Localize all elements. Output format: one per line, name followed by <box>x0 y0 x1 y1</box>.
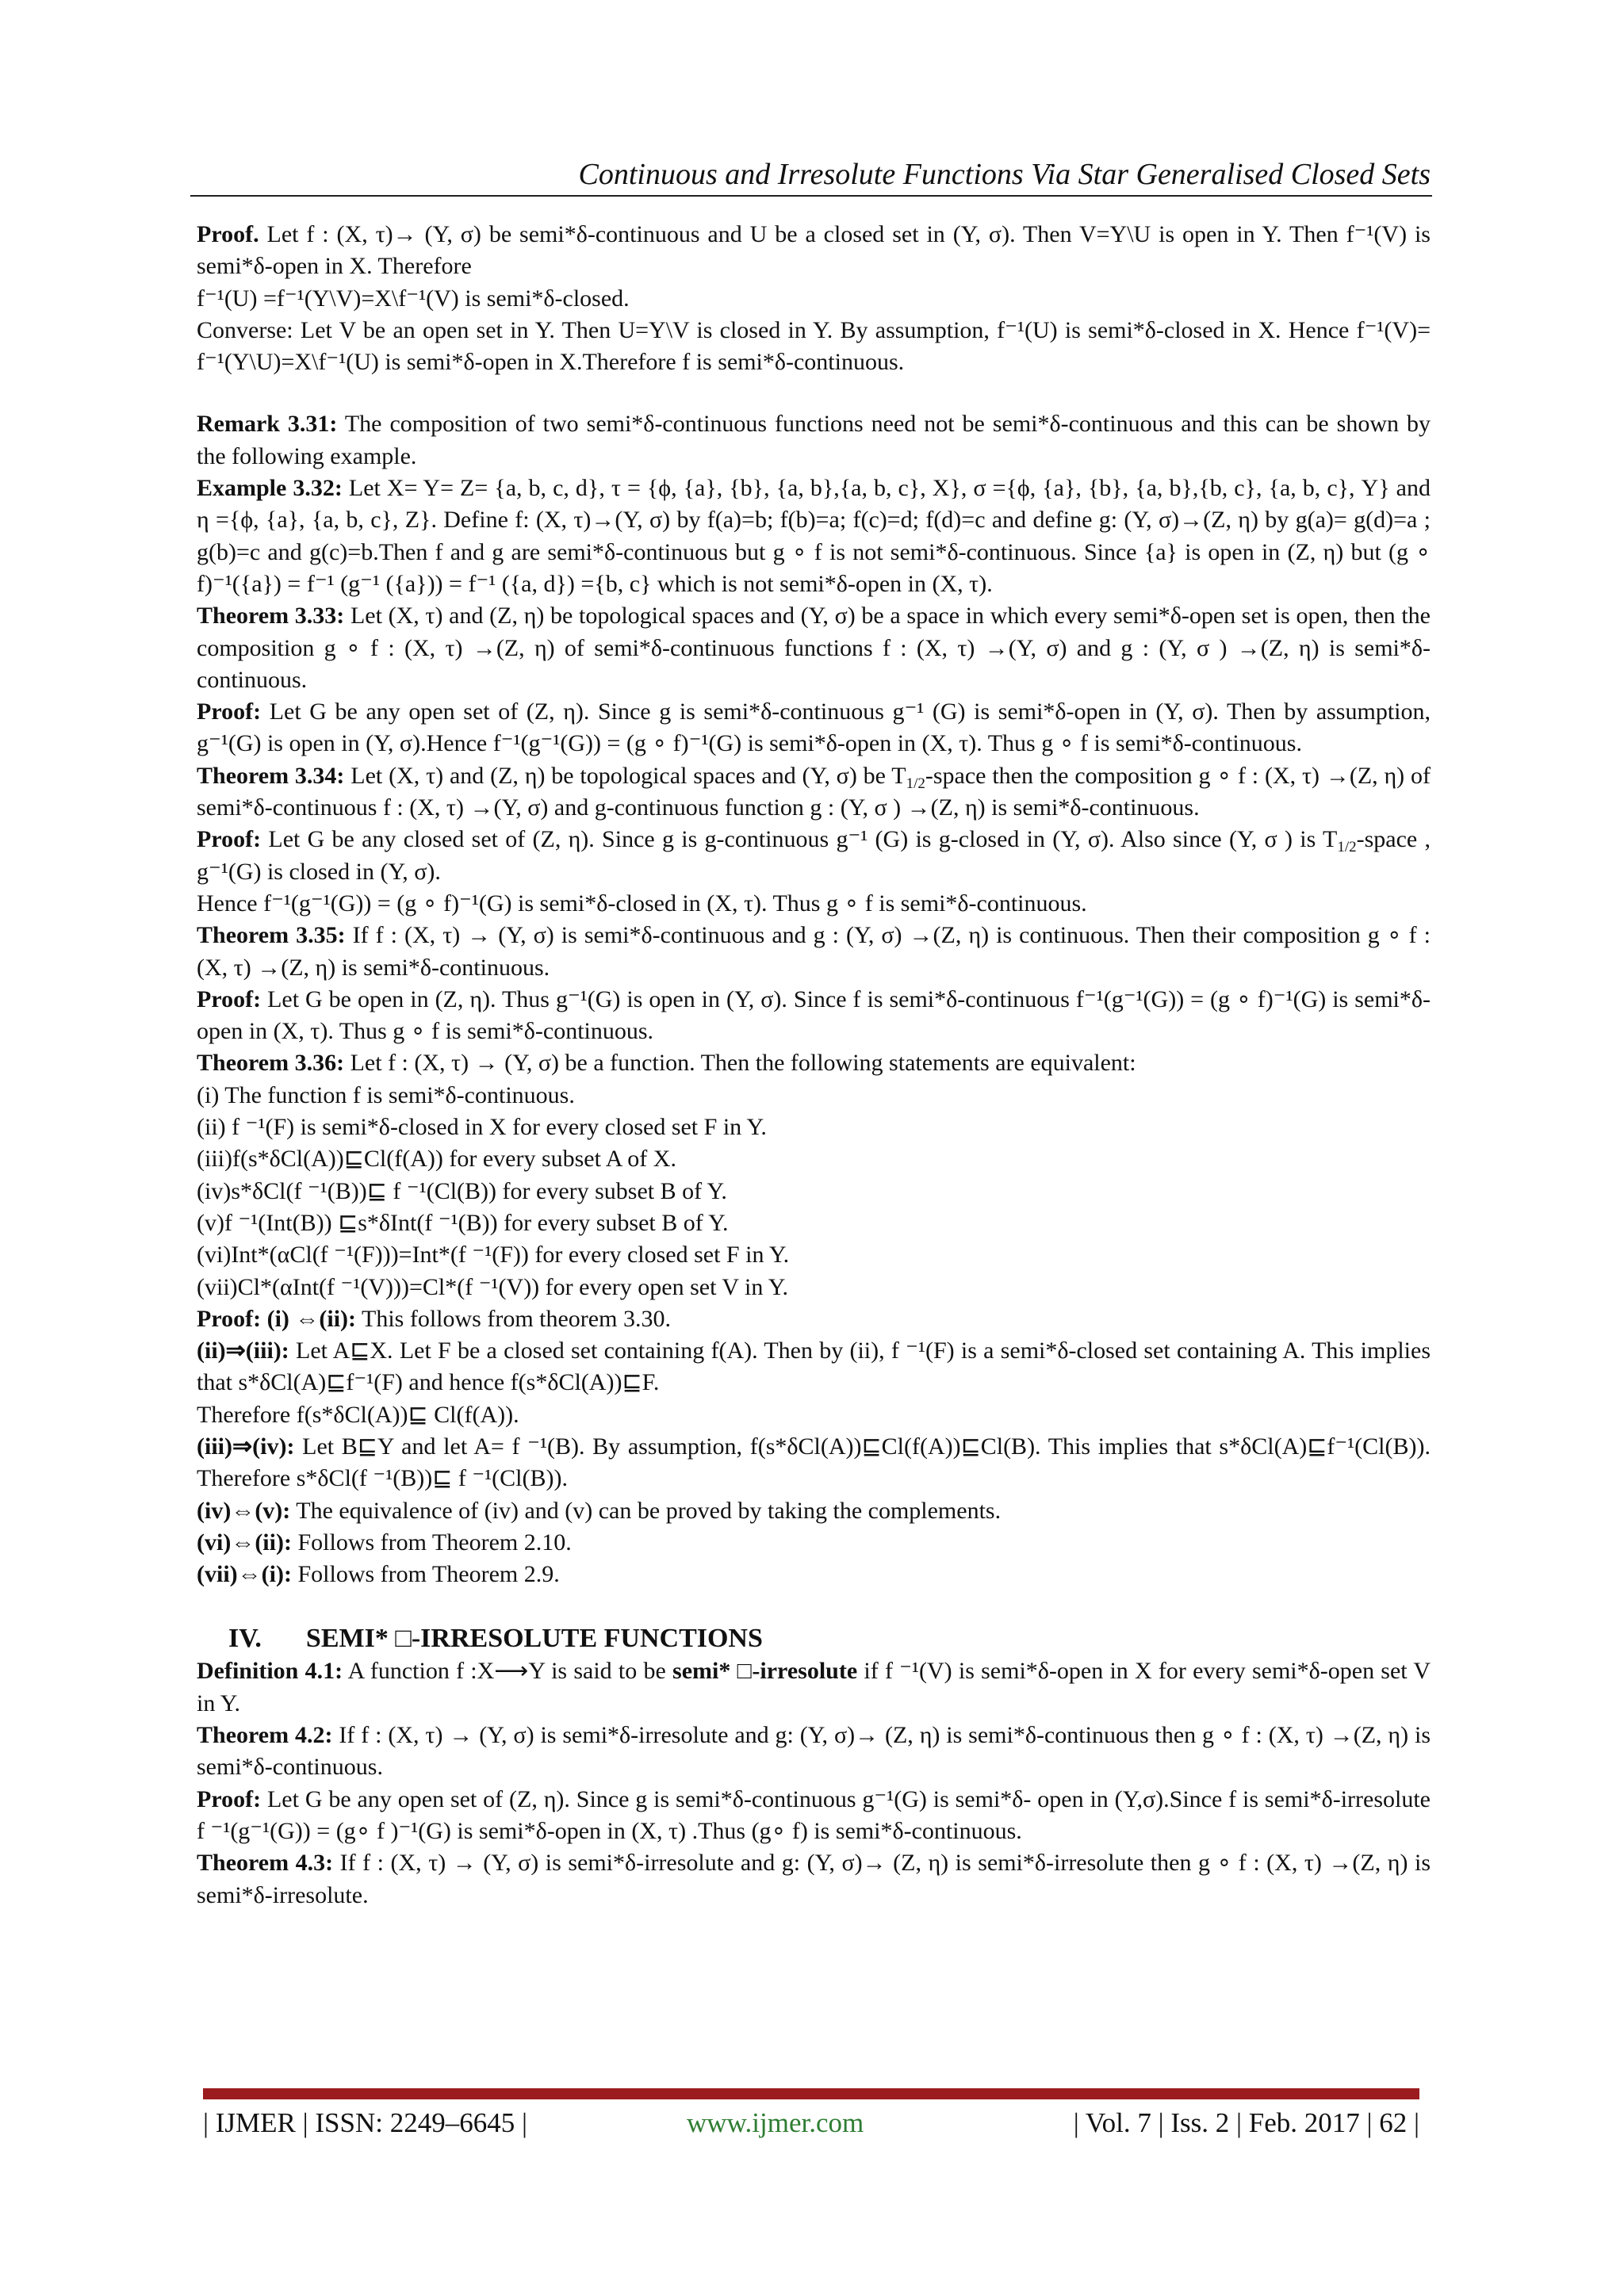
proof-iii-iv <box>197 1431 1431 1495</box>
proof-text: Let f : (X, τ)→ (Y, σ) be semi*δ-continuous and U be a closed set in (Y, σ). Then V=Y\U is open in Y. Then f⁻¹(V) is semi*δ-open in X. Therefore <box>197 221 1431 280</box>
proof-text: Let G be any open set of (Z, η). Since g is semi*δ-continuous g⁻¹(G) is semi*δ- open in (Y,σ).Since f is semi*δ-irresolute f ⁻¹(g⁻¹(G)) = (g∘ f )⁻¹(G) is semi*δ-open in (X, τ) .Thus (g∘ f) is semi*δ-continuous. <box>197 1785 1431 1844</box>
proof-text: Let A⊑X. Let F be a closed set containing f(A). Then by (ii), f ⁻¹(F) is a semi*δ-closed set containing A. This implies that s*δCl(A)⊑f⁻¹(F) and hence f(s*δCl(A))⊑F. <box>197 1337 1431 1396</box>
footer-website-link[interactable]: www.ijmer.com <box>687 2107 864 2138</box>
list-item: (vii)Cl*(αInt(f ⁻¹(V)))=Cl*(f ⁻¹(V)) for every open set V in Y. <box>197 1273 789 1300</box>
list-item: (i) The function f is semi*δ-continuous. <box>197 1081 575 1108</box>
list-item: (iii)f(s*δCl(A))⊑Cl(f(A)) for every subset A of X. <box>197 1146 676 1173</box>
theorem-3-36 <box>197 1047 1431 1079</box>
proof-ii-iii-line2: Therefore f(s*δCl(A))⊑ Cl(f(A)). <box>197 1401 519 1428</box>
section-number: IV. <box>228 1624 262 1654</box>
proof-text: Let G be any open set of (Z, η). Since g is semi*δ-continuous g⁻¹ (G) is semi*δ-open in (Y, σ). Then by assumption, g⁻¹(G) is open in (Y, σ).Hence f⁻¹(g⁻¹(G)) = (g ∘ f)⁻¹(G) is semi*δ-open in (X, τ). Thus g ∘ f is semi*δ-continuous. <box>197 698 1431 757</box>
theorem-3-35 <box>197 920 1431 984</box>
remark-text: The composition of two semi*δ-continuous functions need not be semi*δ-continuous and this can be shown by the following example. <box>197 411 1431 469</box>
proof-3-30-line2: f⁻¹(U) =f⁻¹(Y\V)=X\f⁻¹(V) is semi*δ-closed. <box>197 285 630 312</box>
list-item: (ii) f ⁻¹(F) is semi*δ-closed in X for every closed set F in Y. <box>197 1114 767 1141</box>
proof-label: Proof: <box>197 826 262 853</box>
body-text <box>197 219 1431 1911</box>
running-header: Continuous and Irresolute Functions Via Star Generalised Closed Sets <box>578 158 1431 191</box>
footer-issue-page: | Vol. 7 | Iss. 2 | Feb. 2017 | 62 | <box>1073 2107 1419 2138</box>
proof-text: The equivalence of (iv) and (v) can be proved by taking the complements. <box>290 1497 1002 1524</box>
proof-3-33 <box>197 696 1431 760</box>
section-title: SEMI* □-IRRESOLUTE FUNCTIONS <box>305 1624 763 1654</box>
list-item: (v)f ⁻¹(Int(B)) ⊑s*δInt(f ⁻¹(B)) for every subset B of Y. <box>197 1209 729 1236</box>
definition-term: semi* □-irresolute <box>672 1658 858 1685</box>
proof-label: Proof: <box>197 698 262 725</box>
proof-label: Proof: <box>197 1785 262 1812</box>
proof-label: Proof. <box>197 221 259 247</box>
proof-vii-i <box>197 1559 1431 1590</box>
theorem-text: Let (X, τ) and (Z, η) be topological spaces and (Y, σ) be a space in which every semi*δ-open set is open, then the composition g ∘ f : (X, τ) →(Z, η) of semi*δ-continuous functions f : (X, τ) →(Y, σ) and g : (Y, σ ) →(Z, η) is semi*δ-continuous. <box>197 603 1431 693</box>
definition-text: A function f :X⟶Y is said to be <box>343 1658 673 1685</box>
footer-bar <box>203 2088 1419 2099</box>
theorem-label: Theorem 4.2: <box>197 1722 333 1749</box>
proof-i-ii <box>197 1303 1431 1335</box>
proof-label: (vii)⇔(i): <box>197 1561 292 1588</box>
converse-paragraph: Converse: Let V be an open set in Y. Then U=Y\V is closed in Y. By assumption, f⁻¹(U) is semi*δ-closed in X. Hence f⁻¹(V)= f⁻¹(Y\U)=X\f⁻¹(U) is semi*δ-open in X.Therefore f is semi*δ-continuous. <box>197 316 1431 376</box>
proof-3-34 <box>197 824 1431 888</box>
header-rule <box>190 195 1432 197</box>
definition-label: Definition 4.1: <box>197 1658 343 1685</box>
proof-ii-iii <box>197 1335 1431 1399</box>
theorem-text: Let f : (X, τ) → (Y, σ) be a function. Then the following statements are equivalent: <box>344 1050 1136 1077</box>
theorem-text: Let (X, τ) and (Z, η) be topological spaces and (Y, σ) be T <box>344 762 906 789</box>
proof-label: Proof: <box>197 985 262 1012</box>
example-text: Let X= Y= Z= {a, b, c, d}, τ = {ϕ, {a}, {b}, {a, b},{a, b, c}, X}, σ ={ϕ, {a}, {b}, {a, b},{b, c}, {a, b, c}, Y} and η ={ϕ, {a}, {a, b, c}, Z}. Define f: (X, τ)→(Y, σ) by f(a)=b; f(b)=a; f(c)=d; f(d)=c and define g: (Y, σ)→(Z, η) by g(a)= g(d)=a ; g(b)=c and g(c)=b.Then f and g are semi*δ-continuous but g ∘ f is not semi*δ-continuous. Since {a} is open in (Z, η) but (g ∘ f)⁻¹({a}) = f⁻¹ (g⁻¹ ({a})) = f⁻¹ ({a, d}) ={b, c} which is not semi*δ-open in (X, τ). <box>197 475 1431 597</box>
proof-4-2 <box>197 1784 1431 1848</box>
proof-text: Let G be open in (Z, η). Thus g⁻¹(G) is open in (Y, σ). Since f is semi*δ-continuous f⁻¹(g⁻¹(G)) = (g ∘ f)⁻¹(G) is semi*δ-open in (X, τ). Thus g ∘ f is semi*δ-continuous. <box>197 985 1431 1045</box>
proof-text: Let B⊑Y and let A= f ⁻¹(B). By assumption, f(s*δCl(A))⊑Cl(f(A))⊑Cl(B). This implies that s*δCl(A)⊑f⁻¹(Cl(B)). Therefore s*δCl(f ⁻¹(B))⊑ f ⁻¹(Cl(B)). <box>197 1433 1431 1492</box>
definition-4-1 <box>197 1655 1431 1720</box>
theorem-label: Theorem 3.35: <box>197 922 346 949</box>
footer <box>203 2106 1419 2141</box>
section-heading <box>197 1622 1431 1655</box>
theorem-label: Theorem 3.33: <box>197 603 345 629</box>
proof-text: Let G be any closed set of (Z, η). Since g is g-continuous g⁻¹ (G) is g-closed in (Y, σ). Also since (Y, σ ) is T <box>261 826 1338 853</box>
theorem-4-3 <box>197 1847 1431 1911</box>
proof-3-35 <box>197 984 1431 1048</box>
proof-iv-v <box>197 1495 1431 1527</box>
proof-text: Follows from Theorem 2.9. <box>291 1561 560 1588</box>
proof-label: (iv)⇔(v): <box>197 1497 291 1524</box>
proof-3-34-line2: Hence f⁻¹(g⁻¹(G)) = (g ∘ f)⁻¹(G) is semi*δ-closed in (X, τ). Thus g ∘ f is semi*δ-continuous. <box>197 890 1087 916</box>
proof-vi-ii <box>197 1527 1431 1559</box>
theorem-3-34 <box>197 760 1431 825</box>
proof-label: (vi)⇔(ii): <box>197 1529 292 1556</box>
theorem-label: Theorem 3.34: <box>197 762 345 789</box>
example-3-32 <box>197 473 1431 600</box>
footer-journal-info: | IJMER | ISSN: 2249–6645 | <box>203 2107 527 2138</box>
proof-text-cont: -space , g⁻¹(G) is closed in (Y, σ). <box>197 826 1431 885</box>
proof-text: This follows from theorem 3.30. <box>356 1305 671 1332</box>
proof-3-30 <box>197 219 1431 283</box>
subscript: 1/2 <box>1337 839 1357 856</box>
proof-label: (ii)⇒(iii): <box>197 1337 289 1364</box>
theorem-label: Theorem 4.3: <box>197 1850 334 1877</box>
theorem-text-cont: -space then the composition g ∘ f : (X, τ) →(Z, η) of semi*δ-continuous f : (X, τ) →(Y, σ) and g-continuous function g : (Y, σ ) →(Z, η) is semi*δ-continuous. <box>197 762 1431 821</box>
theorem-text: If f : (X, τ) → (Y, σ) is semi*δ-irresolute and g: (Y, σ)→ (Z, η) is semi*δ-continuous then g ∘ f : (X, τ) →(Z, η) is semi*δ-continuous. <box>197 1722 1431 1781</box>
theorem-label: Theorem 3.36: <box>197 1050 345 1077</box>
remark-3-31 <box>197 408 1431 473</box>
theorem-text: If f : (X, τ) → (Y, σ) is semi*δ-irresolute and g: (Y, σ)→ (Z, η) is semi*δ-irresolute then g ∘ f : (X, τ) →(Z, η) is semi*δ-irresolute. <box>197 1850 1431 1908</box>
theorem-text: If f : (X, τ) → (Y, σ) is semi*δ-continuous and g : (Y, σ) →(Z, η) is continuous. Then their composition g ∘ f : (X, τ) →(Z, η) is semi*δ-continuous. <box>197 922 1431 981</box>
proof-label: Proof: (i) ⇔(ii): <box>197 1305 357 1332</box>
definition-text-cont: if f ⁻¹(V) is semi*δ-open in X for every semi*δ-open set V in Y. <box>197 1658 1431 1716</box>
remark-label: Remark 3.31: <box>197 411 338 438</box>
list-item: (vi)Int*(αCl(f ⁻¹(F)))=Int*(f ⁻¹(F)) for every closed set F in Y. <box>197 1242 790 1269</box>
proof-text: Follows from Theorem 2.10. <box>291 1529 572 1556</box>
theorem-3-33 <box>197 600 1431 696</box>
proof-label: (iii)⇒(iv): <box>197 1433 295 1460</box>
example-label: Example 3.32: <box>197 475 343 502</box>
subscript: 1/2 <box>906 775 925 792</box>
theorem-4-2 <box>197 1720 1431 1784</box>
list-item: (iv)s*δCl(f ⁻¹(B))⊑ f ⁻¹(Cl(B)) for every subset B of Y. <box>197 1177 727 1204</box>
